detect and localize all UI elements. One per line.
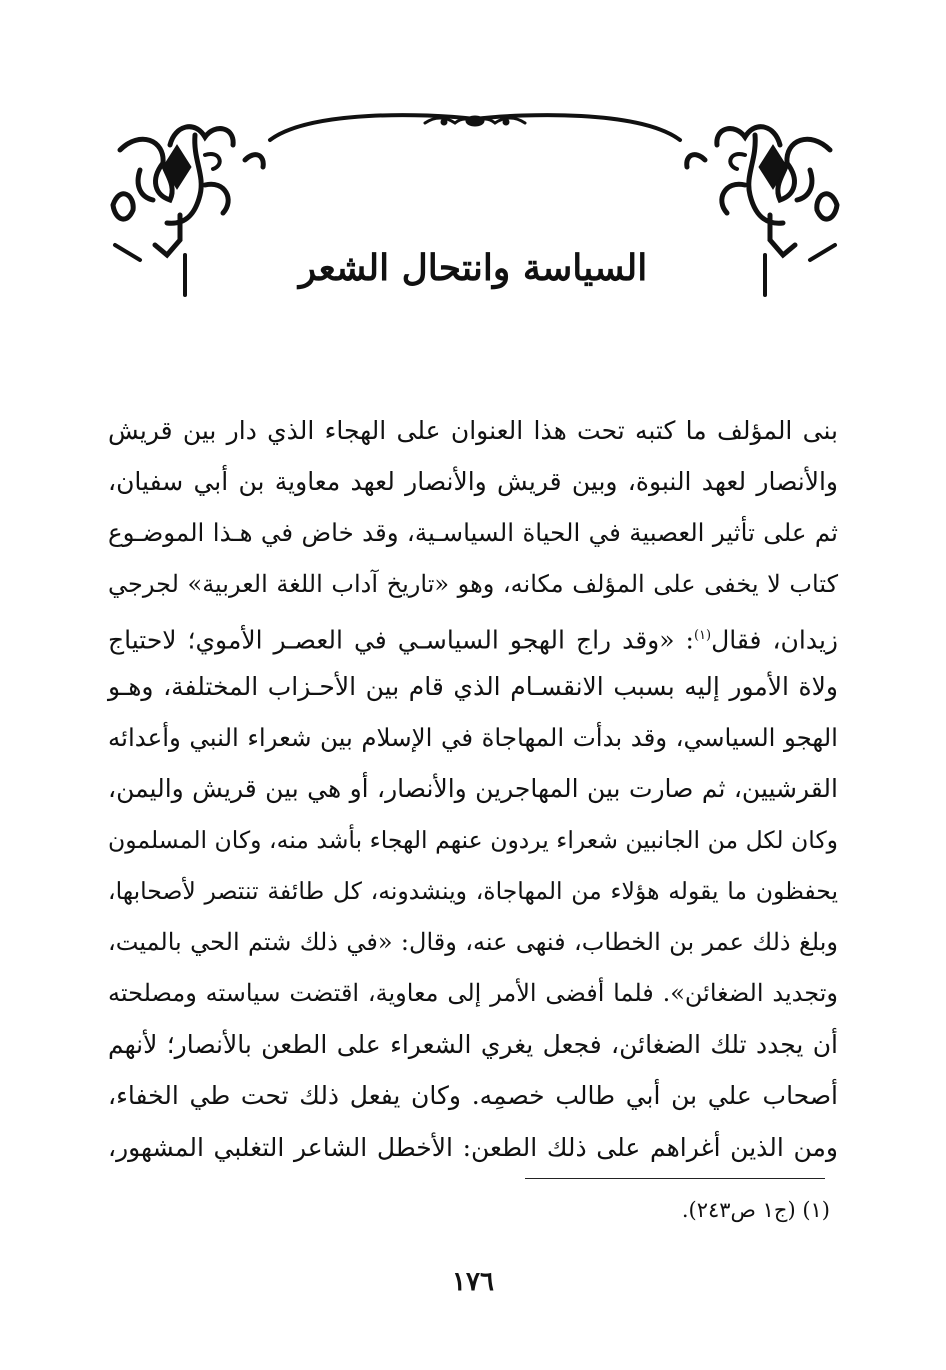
text-line: أن يجدد تلك الضغائن، فجعل يغري الشعراء على الطعن بالأنصار؛ لأنهم [108, 1030, 838, 1060]
text-line: والأنصار لعهد النبوة، وبين قريش والأنصار لعهد معاوية بن أبي سفيان، [108, 467, 838, 497]
text-line: ولاة الأمور إليه بسبب الانقسـام الذي قام بين الأحـزاب المختلفة، وهـو [108, 671, 838, 701]
footnote-reference[interactable]: (١) [693, 627, 712, 643]
text-fragment: «وقد راج الهجو السياسـي في العصـر الأموي؛ لاحتياج [108, 625, 675, 655]
text-line: يحفظون ما يقوله هؤلاء من المهاجاة، وينشدونه، كل طائفة تنتصر لأصحابها، [108, 876, 838, 905]
text-line: ثم على تأثير العصبية في الحياة السياسـية، وقد خاض في هـذا الموضـوع [108, 518, 838, 548]
text-line: وتجديد الضغائن». فلما أفضى الأمر إلى معاوية، اقتضت سياسته ومصلحته [108, 979, 838, 1008]
text-line: وبلغ ذلك عمر بن الخطاب، فنهى عنه، وقال: «في ذلك شتم الحي بالميت، [108, 927, 838, 956]
footnote-divider [525, 1178, 825, 1179]
body-text [108, 405, 838, 1173]
text-line: وكان لكل من الجانبين شعراء يردون عنهم الهجاء بأشد منه، وكان المسلمون [108, 825, 838, 854]
text-fragment: زيدان، فقال [711, 625, 838, 655]
text-line: أصحاب علي بن أبي طالب خصمِه. وكان يفعل ذلك تحت طي الخفاء، [108, 1081, 838, 1111]
chapter-title: السياسة وانتحال الشعر [298, 247, 648, 289]
text-line: الهجو السياسي، وقد بدأت المهاجاة في الإسلام بين شعراء النبي وأعدائه [108, 723, 838, 753]
text-line: القرشيين، ثم صارت بين المهاجرين والأنصار، أو هي بين قريش واليمن، [108, 774, 838, 804]
text-fragment: : [674, 625, 694, 655]
text-line [108, 610, 838, 661]
text-line: بنى المؤلف ما كتبه تحت هذا العنوان على الهجاء الذي دار بين قريش [108, 416, 838, 445]
text-line: كتاب لا يخفى على المؤلف مكانه، وهو «تاريخ آداب اللغة العربية» لجرجي [108, 569, 838, 598]
text-line: ومن الذين أغراهم على ذلك الطعن: الأخطل الشاعر التغلبي المشهور، [108, 1132, 838, 1162]
page-number: ١٧٦ [452, 1267, 494, 1297]
footnote: (١) (ج١ ص٢٤٣). [681, 1198, 830, 1222]
